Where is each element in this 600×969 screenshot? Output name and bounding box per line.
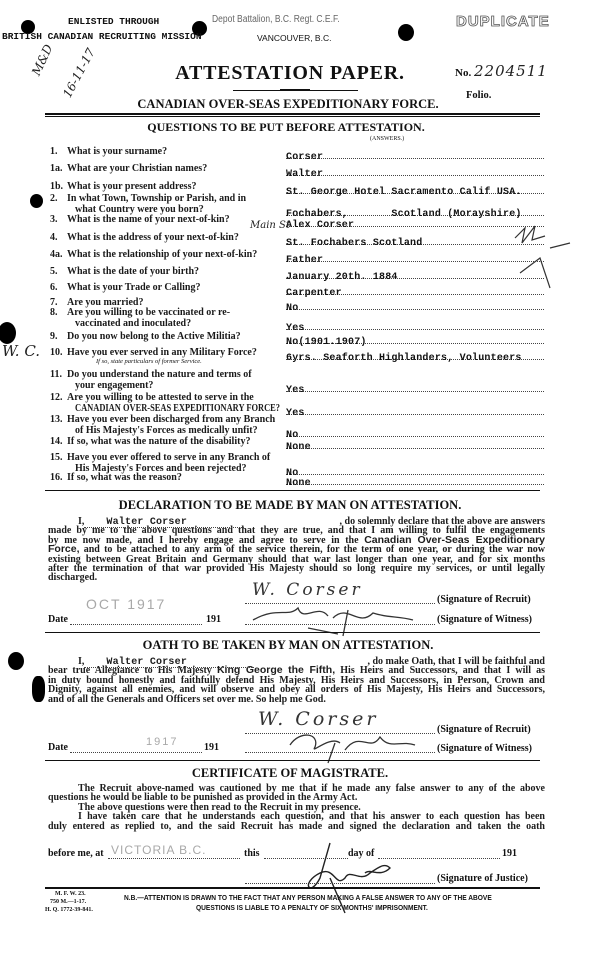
- answer-value: Corser: [286, 152, 324, 163]
- oath-end-rule: [45, 760, 540, 761]
- question-17: [50, 437, 282, 448]
- question-number: 7.: [50, 297, 58, 308]
- question-number: 5.: [50, 266, 58, 277]
- question-text-line2: vaccinated and inoculated?: [75, 317, 192, 329]
- question-number: 13.: [50, 414, 63, 425]
- ink-smudge: [32, 676, 45, 702]
- declaration-text-6: discharged.: [48, 572, 98, 584]
- initials-mark-icon: [510, 218, 580, 293]
- declaration-text-1: made by me to the above questions and that they are true, and that I am willing to fulfil the engagements: [48, 525, 545, 537]
- answer-field: [286, 233, 544, 249]
- question-number: 15.: [50, 452, 63, 463]
- answer-field: [286, 348, 544, 364]
- declaration-date-stamp: OCT 1917: [86, 596, 167, 612]
- header-rule-thin: [45, 116, 540, 117]
- answer-field: [286, 182, 544, 198]
- question-6: [50, 233, 282, 244]
- question-text: What is the name of your next-of-kin?: [67, 214, 230, 225]
- oath-text-4: and of all the Generals and Officers set over me. So help me God.: [48, 693, 326, 705]
- question-7: [50, 250, 282, 261]
- form-code-3: H. Q. 1772-39-841.: [45, 907, 93, 913]
- declaration-text-4: existing between Great Britain and Germany should that war last longer than one year, and for six months: [48, 553, 545, 565]
- question-number: 9.: [50, 331, 58, 342]
- oath-name: Walter Corser: [106, 657, 188, 668]
- declaration-text-0: , do solemnly declare that the above are answers: [339, 516, 545, 527]
- answer-field: [286, 473, 544, 489]
- question-number: 14.: [50, 436, 63, 447]
- question-text: If so, what was the reason?: [67, 472, 182, 483]
- question-2: [50, 164, 282, 175]
- declaration-year-prefix: 191: [206, 614, 221, 625]
- question-number: 4a.: [50, 249, 63, 260]
- form-code-2: 750 M.—1-17.: [50, 899, 87, 905]
- enlisted-through-label: ENLISTED THROUGH: [68, 16, 160, 27]
- oath-witness-signature-icon: [280, 725, 420, 765]
- battalion-stamp: Depot Battalion, B.C. Regt. C.E.F.: [212, 14, 340, 25]
- oath-text-3: Dignity, against all enemies, and will observe and obey all orders of His Majesty, His Heirs and Successors,: [48, 684, 545, 696]
- duplicate-stamp: DUPLICATE: [456, 13, 550, 30]
- certificate-title: CERTIFICATE OF MAGISTRATE.: [191, 766, 389, 780]
- question-16: [50, 415, 282, 436]
- header-rule: [45, 113, 540, 115]
- question-text: In what Town, Township or Parish, and in: [67, 193, 247, 204]
- answer-field: [286, 298, 544, 314]
- declaration-date-label: Date: [48, 614, 68, 625]
- oath-witness-signature-label: (Signature of Witness): [437, 743, 533, 754]
- recruit-signature-label: (Signature of Recruit): [437, 594, 531, 605]
- question-number: 1a.: [50, 163, 63, 174]
- question-note: If so, state particulars of former Service.: [96, 358, 202, 365]
- question-number: 1.: [50, 146, 58, 157]
- question-9: [50, 283, 282, 294]
- question-number: 12.: [50, 392, 63, 403]
- oath-date-field: [70, 742, 202, 753]
- certificate-text-2: The above questions were then read to the Recruit in my presence.: [78, 801, 361, 813]
- answer-field: [286, 380, 544, 396]
- question-number: 16.: [50, 472, 63, 483]
- question-4: [50, 194, 282, 215]
- place-stamp: VICTORIA B.C.: [111, 843, 207, 857]
- questions-title: QUESTIONS TO BE PUT BEFORE ATTESTATION.: [147, 120, 425, 134]
- answer-value: 6yrs. Seaforth Highlanders, Volunteers: [286, 353, 522, 364]
- answer-value: Yes: [286, 323, 305, 334]
- answer-value: No: [286, 468, 299, 479]
- declaration-text-3a: Force,: [48, 543, 80, 556]
- punch-hole: [0, 322, 16, 344]
- oath-text-1c: His Heirs and Successors, and that I will as: [340, 665, 546, 677]
- question-text-line2: your engagement?: [75, 379, 154, 391]
- question-text: What is your Trade or Calling?: [67, 282, 201, 293]
- question-text: Are you willing to be attested to serve in the: [67, 392, 254, 403]
- question-text: Do you now belong to the Active Militia?: [67, 331, 241, 342]
- question-text-line2: His Majesty's Forces and been rejected?: [75, 462, 247, 474]
- answer-value: No: [286, 430, 299, 441]
- question-15: [50, 393, 282, 414]
- oath-year-prefix: 191: [204, 742, 219, 753]
- question-14: [50, 370, 282, 391]
- question-number: 1b.: [50, 181, 64, 192]
- declaration-end-rule: [45, 632, 540, 633]
- answer-value: None: [286, 442, 311, 453]
- answer-value: St. George Hotel Sacramento Calif USA.: [286, 187, 522, 198]
- question-text-line2: CANADIAN OVER-SEAS EXPEDITIONARY FORCE?: [75, 402, 281, 414]
- answer-value: Walter: [286, 169, 324, 180]
- justice-signature-label: (Signature of Justice): [437, 873, 528, 884]
- question-number: 8.: [50, 307, 58, 318]
- recruit-signature: W. Corser: [252, 580, 363, 600]
- oath-text: [48, 657, 545, 704]
- answer-value: January 20th. 1884: [286, 272, 398, 283]
- question-18: [50, 453, 282, 474]
- declaration-text-2b: Canadian Over-Seas Expeditionary: [364, 533, 545, 546]
- regimental-number: 2204511: [474, 62, 548, 80]
- question-text: Do you understand the nature and terms of: [67, 369, 252, 380]
- declaration-date-field: [70, 614, 202, 625]
- declaration-prefix: I,: [78, 516, 85, 527]
- oath-text-2: in duty bound honestly and faithfully defend His Majesty, His Heirs and Successors, in Person, Crown and: [48, 674, 545, 686]
- answers-label: (ANSWERS.): [370, 136, 405, 142]
- page-title: ATTESTATION PAPER.: [175, 62, 405, 84]
- question-number: 6.: [50, 282, 58, 293]
- declaration-text: [48, 517, 545, 583]
- question-text: Have you ever served in any Military Force?: [67, 347, 257, 358]
- answer-field: [286, 215, 544, 231]
- oath-text-1a: bear true Allegiance to His Majesty: [48, 665, 212, 677]
- this-label: this: [244, 848, 260, 859]
- declaration-text-3b: and to be attached to any arm of the service therein, for the term of one year, or during the war now: [79, 544, 545, 556]
- answer-field: [286, 403, 544, 419]
- question-8: [50, 267, 282, 278]
- question-text: Are you willing to be vaccinated or re-: [67, 307, 231, 318]
- answer-field: [286, 425, 544, 441]
- answer-value: Alex Corser: [286, 220, 355, 231]
- oath-recruit-signature-label: (Signature of Recruit): [437, 724, 531, 735]
- answer-value: Carpenter: [286, 288, 342, 299]
- answer-value: No: [286, 303, 299, 314]
- declaration-name: Walter Corser: [106, 517, 188, 528]
- declaration-text-2a: by me now made, and I hereby engage and agree to serve in the: [48, 534, 359, 546]
- page-subtitle: CANADIAN OVER-SEAS EXPEDITIONARY FORCE.: [137, 97, 439, 111]
- question-text-line2: what Country were you born?: [75, 203, 204, 215]
- question-text: What are your Christian names?: [67, 163, 208, 174]
- answer-value: Yes: [286, 385, 305, 396]
- question-text: What is the date of your birth?: [67, 266, 200, 277]
- form-code-1: M. F. W. 23.: [55, 891, 86, 897]
- answer-value: St. Fochabers Scotland: [286, 238, 423, 249]
- punch-hole: [8, 652, 24, 670]
- margin-note-date: 16-11-17: [60, 45, 98, 101]
- before-me-label: before me, at: [48, 848, 104, 859]
- oath-text-0: , do make Oath, that I will be faithful and: [367, 656, 545, 667]
- title-underline-center: [280, 89, 310, 91]
- declaration-title: DECLARATION TO BE MADE BY MAN ON ATTESTATION.: [118, 498, 462, 512]
- footer-rule: [45, 887, 540, 889]
- punch-hole: [30, 194, 43, 208]
- recruiting-mission-label: BRITISH CANADIAN RECRUITING MISSION: [2, 31, 202, 42]
- oath-text-1b: King George the Fifth,: [216, 664, 336, 677]
- answer-field: [286, 164, 544, 180]
- question-12: [50, 332, 282, 343]
- oath-prefix: I,: [78, 656, 85, 667]
- certificate-text: [48, 784, 545, 831]
- margin-initials: W. C.: [2, 342, 41, 360]
- question-text: What is the relationship of your next-of-kin?: [67, 249, 258, 260]
- question-text-line2: of His Majesty's Forces as medically unfit?: [75, 424, 258, 436]
- certificate-text-0: The Recruit above-named was cautioned by me that if he made any false answer to any of the above: [78, 783, 545, 794]
- number-label: No.: [455, 67, 472, 79]
- punch-hole: [398, 24, 414, 41]
- answer-value: None: [286, 478, 311, 489]
- question-number: 3.: [50, 214, 58, 225]
- question-text: Have you ever been discharged from any Branch: [67, 414, 276, 425]
- answer-field: [286, 332, 544, 348]
- question-3: [50, 182, 282, 193]
- mission-city: VANCOUVER, B.C.: [257, 33, 332, 43]
- answer-field: [286, 267, 544, 283]
- answer-value: No: [286, 337, 299, 348]
- question-number: 4.: [50, 232, 58, 243]
- folio-label: Folio.: [466, 90, 492, 101]
- question-19: [50, 473, 282, 484]
- answer-field: [286, 147, 544, 163]
- oath-recruit-signature: W. Corser: [258, 708, 379, 730]
- question-text: If so, what was the nature of the disability?: [67, 436, 251, 447]
- question-text: What is your surname?: [67, 146, 168, 157]
- answer-value: Fochabers, Scotland (Morayshire): [286, 209, 522, 220]
- question-11: [50, 308, 282, 329]
- answer-extra: (1901.1907): [298, 337, 367, 348]
- answer-field: [286, 283, 544, 299]
- certificate-text-3: I have taken care that he understands each question, and that his answer to each question has been: [78, 811, 545, 823]
- certificate-year-prefix: 191: [502, 848, 517, 859]
- question-text: Have you ever offered to serve in any Branch of: [67, 452, 271, 463]
- question-number: 2.: [50, 193, 58, 204]
- question-number: 11.: [50, 369, 62, 380]
- day-of-label: day of: [348, 848, 375, 859]
- answer-field: [286, 250, 544, 266]
- question-text: Are you married?: [67, 297, 144, 308]
- certificate-text-4: duly entered as replied to, and the said Recruit has made and signed the declaration and taken the oath: [48, 820, 545, 832]
- oath-title: OATH TO BE TAKEN BY MAN ON ATTESTATION.: [142, 638, 434, 652]
- oath-date-label: Date: [48, 742, 68, 753]
- question-13: [50, 348, 282, 359]
- certificate-text-1: questions he would be liable to be punished as provided in the Army Act.: [48, 792, 358, 804]
- oath-date-stamp: 1917: [146, 736, 179, 748]
- margin-note-md: M&D: [29, 42, 56, 78]
- handwritten-address-insert: Main St: [250, 220, 290, 231]
- question-text: What is the address of your next-of-kin?: [67, 232, 239, 243]
- question-1: [50, 147, 282, 158]
- answer-field: [286, 318, 544, 334]
- question-5: [50, 215, 282, 226]
- questions-end-rule: [45, 490, 540, 491]
- declaration-text-5: after the termination of that war provided His Majesty should so long require my services, or until legally: [48, 562, 545, 574]
- witness-signature-label: (Signature of Witness): [437, 614, 533, 625]
- footer-warning-1: N.B.—ATTENTION IS DRAWN TO THE FACT THAT ANY PERSON MAKING A FALSE ANSWER TO ANY OF THE ABOVE: [124, 893, 492, 902]
- answer-value: Yes: [286, 408, 305, 419]
- question-number: 10.: [50, 347, 63, 358]
- answer-field: [286, 437, 544, 453]
- question-text: What is your present address?: [67, 181, 197, 192]
- footer-warning-2: QUESTIONS IS LIABLE TO A PENALTY OF SIX MONTHS' IMPRISONMENT.: [196, 903, 428, 912]
- answer-value: Father: [286, 255, 324, 266]
